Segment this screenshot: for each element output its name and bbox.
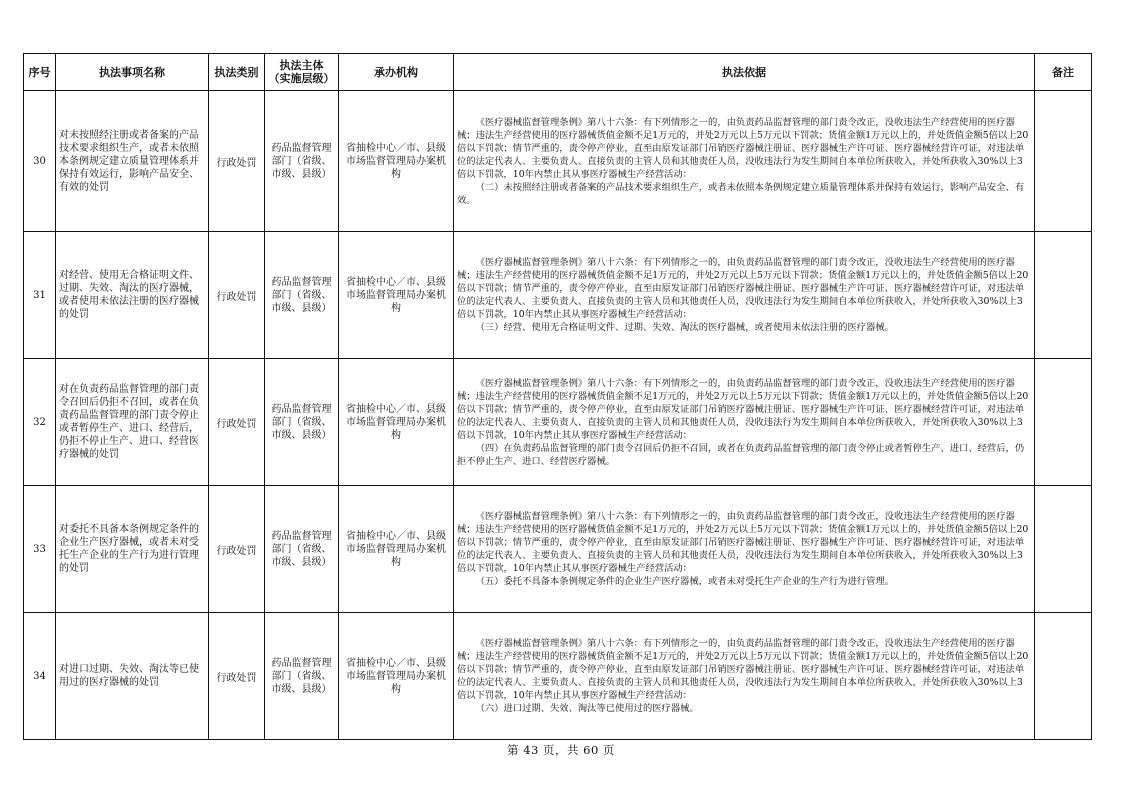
item-name: 对未按照经注册或者备案的产品技术要求组织生产，或者未依照本条例规定建立质量管理体系并保持有效运行，影响产品安全、有效的处罚 [56, 91, 209, 232]
handling-org: 省抽检中心／市、县级市场监督管理局办案机构 [339, 486, 454, 613]
header-basis: 执法依据 [454, 54, 1035, 91]
legal-basis-main: 《医疗器械监督管理条例》第八十六条：有下列情形之一的，由负责药品监督管理的部门责令改正，没收违法生产经营使用的医疗器械；违法生产经营使用的医疗器械货值金额不足1万元的，并处2万元以上5万元以下罚款；货值金额1万元以上的，并处货值金额5倍以上20倍以下罚款；情节严重的，责令停产停业，直至由原发证部门吊销医疗器械注册证、医疗器械生产许可证、医疗器械经营许可证，对违法单位的法定代表人、主要负责人、直接负责的主管人员和其他责任人员，没收违法行为发生期间自本单位所获收入，并处所获收入30%以上3倍以下罚款，10年内禁止其从事医疗器械生产经营活动： [457, 511, 1029, 574]
table-row [24, 486, 1092, 613]
legal-basis-clause: （六）进口过期、失效、淘汰等已使用过的医疗器械。 [475, 703, 699, 714]
header-subject-line2: （实施层级） [268, 72, 335, 85]
header-row [24, 54, 1092, 91]
row-number: 32 [24, 359, 56, 486]
remark [1035, 232, 1092, 359]
legal-basis [454, 91, 1035, 232]
table-row [24, 232, 1092, 359]
row-number: 33 [24, 486, 56, 613]
header-no: 序号 [24, 54, 56, 91]
remark [1035, 486, 1092, 613]
row-number: 30 [24, 91, 56, 232]
legal-basis-clause: （三）经营、使用无合格证明文件、过期、失效、淘汰的医疗器械，或者使用未依法注册的医疗器械。 [475, 322, 894, 333]
header-subject [265, 54, 339, 91]
enforcement-type: 行政处罚 [209, 359, 265, 486]
enforcement-subject: 药品监督管理部门（省级、市级、县级） [265, 359, 339, 486]
enforcement-type: 行政处罚 [209, 232, 265, 359]
remark [1035, 91, 1092, 232]
header-type: 执法类别 [209, 54, 265, 91]
header-org: 承办机构 [339, 54, 454, 91]
handling-org: 省抽检中心／市、县级市场监督管理局办案机构 [339, 359, 454, 486]
handling-org: 省抽检中心／市、县级市场监督管理局办案机构 [339, 613, 454, 740]
item-name: 对进口过期、失效、淘汰等已使用过的医疗器械的处罚 [56, 613, 209, 740]
header-subject-line1: 执法主体 [279, 59, 324, 72]
table-row [24, 613, 1092, 740]
enforcement-subject: 药品监督管理部门（省级、市级、县级） [265, 91, 339, 232]
legal-basis [454, 359, 1035, 486]
enforcement-subject: 药品监督管理部门（省级、市级、县级） [265, 613, 339, 740]
legal-basis-main: 《医疗器械监督管理条例》第八十六条：有下列情形之一的，由负责药品监督管理的部门责令改正，没收违法生产经营使用的医疗器械；违法生产经营使用的医疗器械货值金额不足1万元的，并处2万元以上5万元以下罚款；货值金额1万元以上的，并处货值金额5倍以上20倍以下罚款；情节严重的，责令停产停业，直至由原发证部门吊销医疗器械注册证、医疗器械生产许可证、医疗器械经营许可证，对违法单位的法定代表人、主要负责人、直接负责的主管人员和其他责任人员，没收违法行为发生期间自本单位所获收入，并处所获收入30%以上3倍以下罚款，10年内禁止其从事医疗器械生产经营活动： [457, 257, 1029, 320]
legal-basis [454, 486, 1035, 613]
table-body [24, 91, 1092, 740]
enforcement-table [23, 53, 1092, 740]
legal-basis-clause: （五）委托不具备本条例规定条件的企业生产医疗器械，或者未对受托生产企业的生产行为进行管理。 [475, 576, 894, 587]
handling-org: 省抽检中心／市、县级市场监督管理局办案机构 [339, 91, 454, 232]
legal-basis-clause: （四）在负责药品监督管理的部门责令召回后仍拒不召回，或者在负责药品监督管理的部门责令停止或者暂停生产、进口、经营后，仍拒不停止生产、进口、经营医疗器械。 [457, 442, 1025, 467]
legal-basis-main: 《医疗器械监督管理条例》第八十六条：有下列情形之一的，由负责药品监督管理的部门责令改正，没收违法生产经营使用的医疗器械；违法生产经营使用的医疗器械货值金额不足1万元的，并处2万元以上5万元以下罚款；货值金额1万元以上的，并处货值金额5倍以上20倍以下罚款；情节严重的，责令停产停业，直至由原发证部门吊销医疗器械注册证、医疗器械生产许可证、医疗器械经营许可证，对违法单位的法定代表人、主要负责人、直接负责的主管人员和其他责任人员，没收违法行为发生期间自本单位所获收入，并处所获收入30%以上3倍以下罚款，10年内禁止其从事医疗器械生产经营活动： [457, 116, 1029, 180]
item-name: 对经营、使用无合格证明文件、过期、失效、淘汰的医疗器械，或者使用未依法注册的医疗器械的处罚 [56, 232, 209, 359]
legal-basis-main: 《医疗器械监督管理条例》第八十六条：有下列情形之一的，由负责药品监督管理的部门责令改正，没收违法生产经营使用的医疗器械；违法生产经营使用的医疗器械货值金额不足1万元的，并处2万元以上5万元以下罚款；货值金额1万元以上的，并处货值金额5倍以上20倍以下罚款；情节严重的，责令停产停业，直至由原发证部门吊销医疗器械注册证、医疗器械生产许可证、医疗器械经营许可证，对违法单位的法定代表人、主要负责人、直接负责的主管人员和其他责任人员，没收违法行为发生期间自本单位所获收入，并处所获收入30%以上3倍以下罚款，10年内禁止其从事医疗器械生产经营活动： [457, 377, 1029, 441]
enforcement-subject: 药品监督管理部门（省级、市级、县级） [265, 232, 339, 359]
enforcement-type: 行政处罚 [209, 613, 265, 740]
enforcement-type: 行政处罚 [209, 486, 265, 613]
enforcement-subject: 药品监督管理部门（省级、市级、县级） [265, 486, 339, 613]
table-header [24, 54, 1092, 91]
item-name: 对在负责药品监督管理的部门责令召回后仍拒不召回，或者在负责药品监督管理的部门责令停止或者暂停生产、进口、经营后，仍拒不停止生产、进口、经营医疗器械的处罚 [56, 359, 209, 486]
header-item-name: 执法事项名称 [56, 54, 209, 91]
enforcement-type: 行政处罚 [209, 91, 265, 232]
row-number: 34 [24, 613, 56, 740]
item-name: 对委托不具备本条例规定条件的企业生产医疗器械，或者未对受托生产企业的生产行为进行管理的处罚 [56, 486, 209, 613]
table-row [24, 91, 1092, 232]
legal-basis [454, 232, 1035, 359]
legal-basis-main: 《医疗器械监督管理条例》第八十六条：有下列情形之一的，由负责药品监督管理的部门责令改正，没收违法生产经营使用的医疗器械；违法生产经营使用的医疗器械货值金额不足1万元的，并处2万元以上5万元以下罚款；货值金额1万元以上的，并处货值金额5倍以上20倍以下罚款；情节严重的，责令停产停业，直至由原发证部门吊销医疗器械注册证、医疗器械生产许可证、医疗器械经营许可证，对违法单位的法定代表人、主要负责人、直接负责的主管人员和其他责任人员，没收违法行为发生期间自本单位所获收入，并处所获收入30%以上3倍以下罚款，10年内禁止其从事医疗器械生产经营活动： [457, 638, 1029, 701]
remark [1035, 613, 1092, 740]
header-note: 备注 [1035, 54, 1092, 91]
remark [1035, 359, 1092, 486]
row-number: 31 [24, 232, 56, 359]
legal-basis [454, 613, 1035, 740]
legal-basis-clause: （二）未按照经注册或者备案的产品技术要求组织生产，或者未依照本条例规定建立质量管理体系并保持有效运行，影响产品安全、有效。 [457, 181, 1025, 206]
handling-org: 省抽检中心／市、县级市场监督管理局办案机构 [339, 232, 454, 359]
table-row [24, 359, 1092, 486]
page-number-footer: 第 43 页，共 60 页 [507, 743, 615, 757]
